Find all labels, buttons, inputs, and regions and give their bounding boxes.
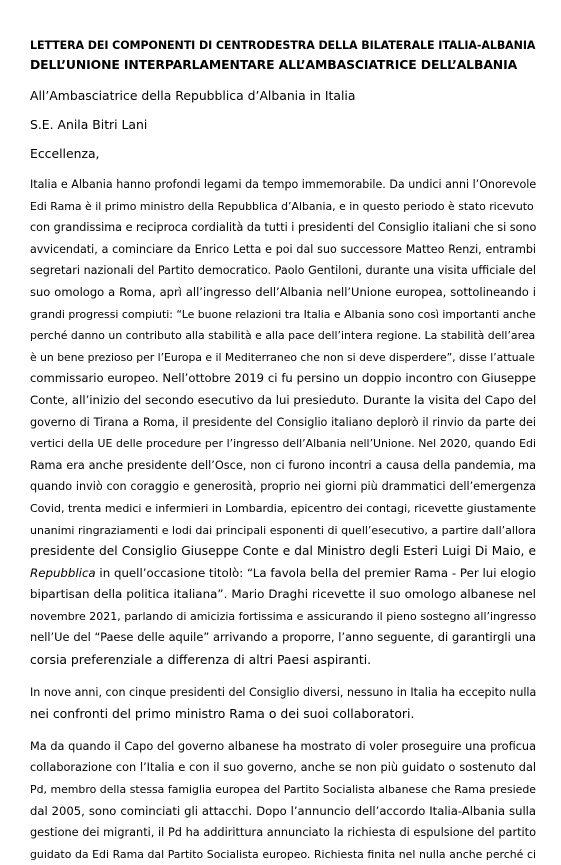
text-line: collaborazione con l’Italia e con il suo governo, anche se non più guidato o sostenuto dal (30, 761, 536, 775)
addressee: All’Ambasciatrice della Repubblica d’Albania in Italia (30, 88, 356, 103)
text-line: con grandissima e reciproca cordialità da tutti i presidenti del Consiglio italiani che si sono (30, 221, 537, 235)
text-line: guidato da Edi Rama dal Partito Socialista europeo. Richiesta finita nel nulla anche perché ci (30, 847, 536, 861)
newspaper-name: Repubblica (30, 565, 96, 580)
salutation: Eccellenza, (30, 146, 100, 161)
text-line: avvicendati, a cominciare da Enrico Letta e poi dal suo successore Matteo Renzi, entrambi (30, 242, 536, 256)
paragraph-3 (30, 736, 536, 865)
paragraph-2 (30, 682, 536, 725)
title-line: DELL’UNIONE INTERPARLAMENTARE ALL’AMBASCIATRICE DELL’ALBANIA (30, 57, 518, 72)
text-line: Conte, all’inizio del secondo esecutivo da lui presieduto. Durante la visita del Capo del (30, 392, 537, 407)
text-line: suo omologo a Roma, aprì all’ingresso dell’Albania nell’Unione europea, sottolineando i (30, 284, 536, 299)
text-line: Edi Rama è il primo ministro della Repubblica d’Albania, e in questo periodo è stato ricevuto (30, 199, 534, 213)
recipient-name: S.E. Anila Bitri Lani (30, 117, 148, 132)
letter-title (30, 36, 536, 74)
text-line (30, 563, 536, 585)
text-line: corsia preferenziale a differenza di altri Paesi aspiranti. (30, 652, 372, 668)
text-line: Pd, membro della stessa famiglia europea del Partito Socialista albanese che Rama presiede (30, 783, 536, 797)
letter-body (30, 174, 536, 865)
text-line: presidente del Consiglio Giuseppe Conte e dal Ministro degli Esteri Luigi Di Maio, e (30, 544, 536, 559)
text-line: governo di Tirana a Roma, il presidente del Consiglio italiano deplorò il rinvio da parte dei (30, 415, 536, 429)
text-line: è un bene prezioso per l’Europa e il Mediterraneo che non si deve disperdere”, disse l’attuale (30, 350, 535, 364)
text-line: dal 2005, sono cominciati gli attacchi. Dopo l’annuncio dell’accordo Italia-Albania sulla (30, 803, 536, 818)
title-line: LETTERA DEI COMPONENTI DI CENTRODESTRA DELLA BILATERALE ITALIA-ALBANIA (30, 39, 536, 52)
paragraph-1 (30, 174, 536, 671)
text-line: perché danno un contributo alla stabilità e alla pace dell’intera regione. La stabilità dell’area (30, 329, 536, 343)
text-line: nei confronti del primo ministro Rama o dei suoi collaboratori. (30, 706, 415, 722)
text-line: quando inviò con coraggio e generosità, proprio nei giorni più drammatici dell’emergenza (30, 480, 536, 494)
text-line: vertici della UE delle procedure per l’ingresso dell’Albania nell’Unione. Nel 2020, quando Edi (30, 437, 536, 451)
text-line: Ma da quando il Capo del governo albanese ha mostrato di voler proseguire una proficua (30, 739, 536, 753)
text-line: novembre 2021, parlando di amicizia fortissima e assicurando il pieno sostegno all’ingresso (30, 609, 537, 623)
text-line: commissario europeo. Nell’ottobre 2019 ci fu persino un doppio incontro con Giuseppe (30, 371, 536, 386)
text-line: nell’Ue del “Paese delle aquile” arrivando a proporre, l’anno seguente, di garantirgli una (30, 630, 536, 645)
text-line: segretari nazionali del Partito democratico. Paolo Gentiloni, durante una visita ufficiale del (30, 264, 536, 278)
text-line: unanimi ringraziamenti e lodi dai principali esponenti di quell’esecutivo, a partire dall’allora (30, 523, 536, 537)
text-line: bipartisan della politica italiana”. Mario Draghi ricevette il suo omologo albanese nel (30, 587, 536, 602)
text-line: grandi progressi compiuti: “Le buone relazioni tra Italia e Albania sono così importanti anche (30, 307, 536, 321)
text-line: gestione dei migranti, il Pd ha addirittura annunciato la richiesta di espulsione del partito (30, 826, 536, 840)
text-line: In nove anni, con cinque presidenti del Consiglio diversi, nessuno in Italia ha eccepito nulla (30, 685, 537, 699)
text-line: Covid, trenta medici e infermieri in Lombardia, epicentro dei contagi, ricevette giustamente (30, 501, 537, 515)
text-segment: in quell’occasione titolò: “La favola bella del premier Rama - Per lui elogio (95, 565, 536, 580)
text-line: Italia e Albania hanno profondi legami da tempo immemorabile. Da undici anni l’Onorevole (30, 178, 537, 191)
text-line: Rama era anche presidente dell’Osce, non ci furono incontri a causa della pandemia, ma (30, 458, 536, 472)
